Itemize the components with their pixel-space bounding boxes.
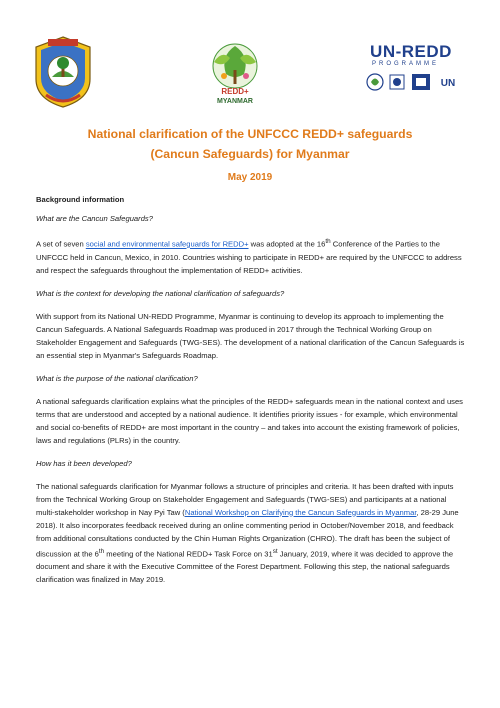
un-agency-emblems-icon — [366, 72, 466, 92]
un-redd-programme-label: PROGRAMME — [372, 61, 440, 67]
logo-header — [0, 0, 500, 110]
question-purpose: What is the purpose of the national clarification? — [36, 373, 198, 383]
question-context: What is the context for developing the national clarification of safeguards? — [36, 288, 285, 298]
question-what-are-safeguards: What are the Cancun Safeguards? — [36, 214, 153, 223]
un-redd-wordmark: UN-REDD — [370, 42, 452, 61]
safeguards-link[interactable]: social and environmental safeguards for REDD+ — [85, 239, 249, 249]
background-heading: Background information — [36, 195, 125, 204]
national-workshop-link[interactable]: National Workshop on Clarifying the Cancun Safeguards in Myanmar — [184, 507, 417, 517]
document-title: National clarification of the UNFCCC REDD+ safeguards (Cancun Safeguards) for Myanmar — [87, 127, 413, 161]
monrec-seal-logo — [32, 35, 94, 109]
redd-myanmar-logo — [200, 40, 270, 106]
un-redd-programme-logo — [352, 42, 470, 94]
paragraph-purpose: A national safeguards clarification explains what the principles of the REDD+ safeguards mean in the national context and uses terms that are understood and accepted by a national audience. It identifies priority issues - for example, which environmental and social co-benefits of REDD+ are most important in the country – and takes into account the existing framework of policies, laws and regulations (PLRs) in the country. — [36, 396, 463, 445]
question-how-developed: How has it been developed? — [36, 458, 132, 468]
paragraph-how-developed: The national safeguards clarification for Myanmar follows a structure of principles and criteria. It has been drafted with inputs from the Technical Working Group on Stakeholder Engagement and Safeguards (TWG-SES) and participants at a national multi-stakeholder workshop in Nay Pyi Taw (National Workshop on Clarifying the Cancun Safeguards in Myanmar, 28-29 June 2018). It also incorporates feedback received during an online commenting period in October/November 2018, and feedback from additional consultations conducted by the Chin Human Rights Organization (CHRO). The draft has been the subject of discussion at the 6th meeting of the National REDD+ Task Force on 31st January, 2019, where it was decided to approve the document and share it with the Executive Committee of the Forest Department. Following this step, the national safeguards clarification was finalized in May 2019. — [36, 481, 459, 585]
svg-text:UN: UN — [440, 78, 456, 89]
document-body — [36, 193, 466, 596]
svg-text:REDD+: REDD+ — [221, 87, 249, 96]
paragraph-cancun-safeguards: A set of seven social and environmental safeguards for REDD+ was adopted at the 16th Conference of the Parties to the UNFCCC held in Cancun, Mexico, in 2010. Countries wishing to participate in REDD+ are required by the UNFCCC to address and respect the safeguards throughout the implementation of REDD+ activities. — [36, 238, 462, 275]
document-date: May 2019 — [227, 172, 273, 183]
svg-text:MYANMAR: MYANMAR — [217, 98, 253, 105]
paragraph-context: With support from its National UN-REDD Programme, Myanmar is continuing to develop its approach to implementing the Cancun Safeguards. A National Safeguards Roadmap was produced in 2017 through the Technical Working Group on Stakeholder Engagement and Safeguards (TWG-SES). The development of a national clarification of the Cancun Safeguards is an essential step in Myanmar's Safeguards Roadmap. — [36, 311, 465, 360]
